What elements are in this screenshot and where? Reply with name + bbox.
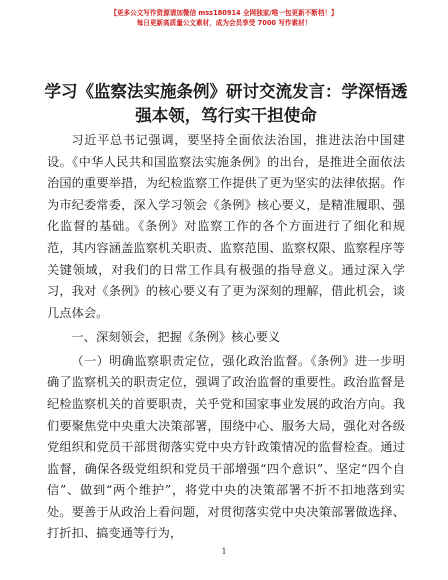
document-body [47, 130, 405, 547]
paragraph-1: （一）明确监察职责定位，强化政治监督。《条例》进一步明确了监察机关的职责定位，强调了政治监督的重要性。政治监督是纪检监察机关的首要职责，关乎党和国家事业发展的政治方向。我们要聚焦党中央重大决策部署，围绕中心、服务大局，强化对各级党组织和党员干部贯彻落实党中央方针政策情况的监督检查。通过监督，确保各级党组织和党员干部增强“四个意识”、坚定“四个自信”、做到“两个维护”，将党中央的决策部署不折不扣地落到实处。要善于从政治上看问题，对贯彻落实党中央决策部署做选择、打折扣、搞变通等行为， [47, 353, 405, 541]
promo-banner [0, 8, 448, 28]
paragraph-intro: 习近平总书记强调，要坚持全面依法治国，推进法治中国建设。《中华人民共和国监察法实施条例》的出台，是推进全面依法治国的重要举措，为纪检监察工作提供了更为坚实的法律依据。作为市纪委常委，深入学习领会《条例》核心要义，是精准履职、强化监督的基础。《条例》对监察工作的各个方面进行了细化和规范，其内容涵盖监察机关职责、监察范围、监察权限、监察程序等关键领域，对我们的日常工作具有极强的指导意义。通过深入学习，我对《条例》的核心要义有了更为深刻的理解，借此机会，谈几点体会。 [47, 133, 405, 320]
section-heading [47, 327, 405, 349]
document-title: 学习《监察法实施条例》研讨交流发言：学深悟透强本领，笃行实干担使命 [44, 82, 408, 125]
banner-line-2: 每日更新高质量公文素材，成为会员享受 7000 写作素材！ [136, 19, 312, 27]
page-number: 1 [221, 547, 227, 556]
banner-line-1: 【更多公文写作资源请加微信 mss180914 全网独家/唯一包更新不断档！】 [110, 9, 338, 17]
section-heading-text: 一、深刻领会，把握《条例》核心要义 [71, 329, 281, 344]
